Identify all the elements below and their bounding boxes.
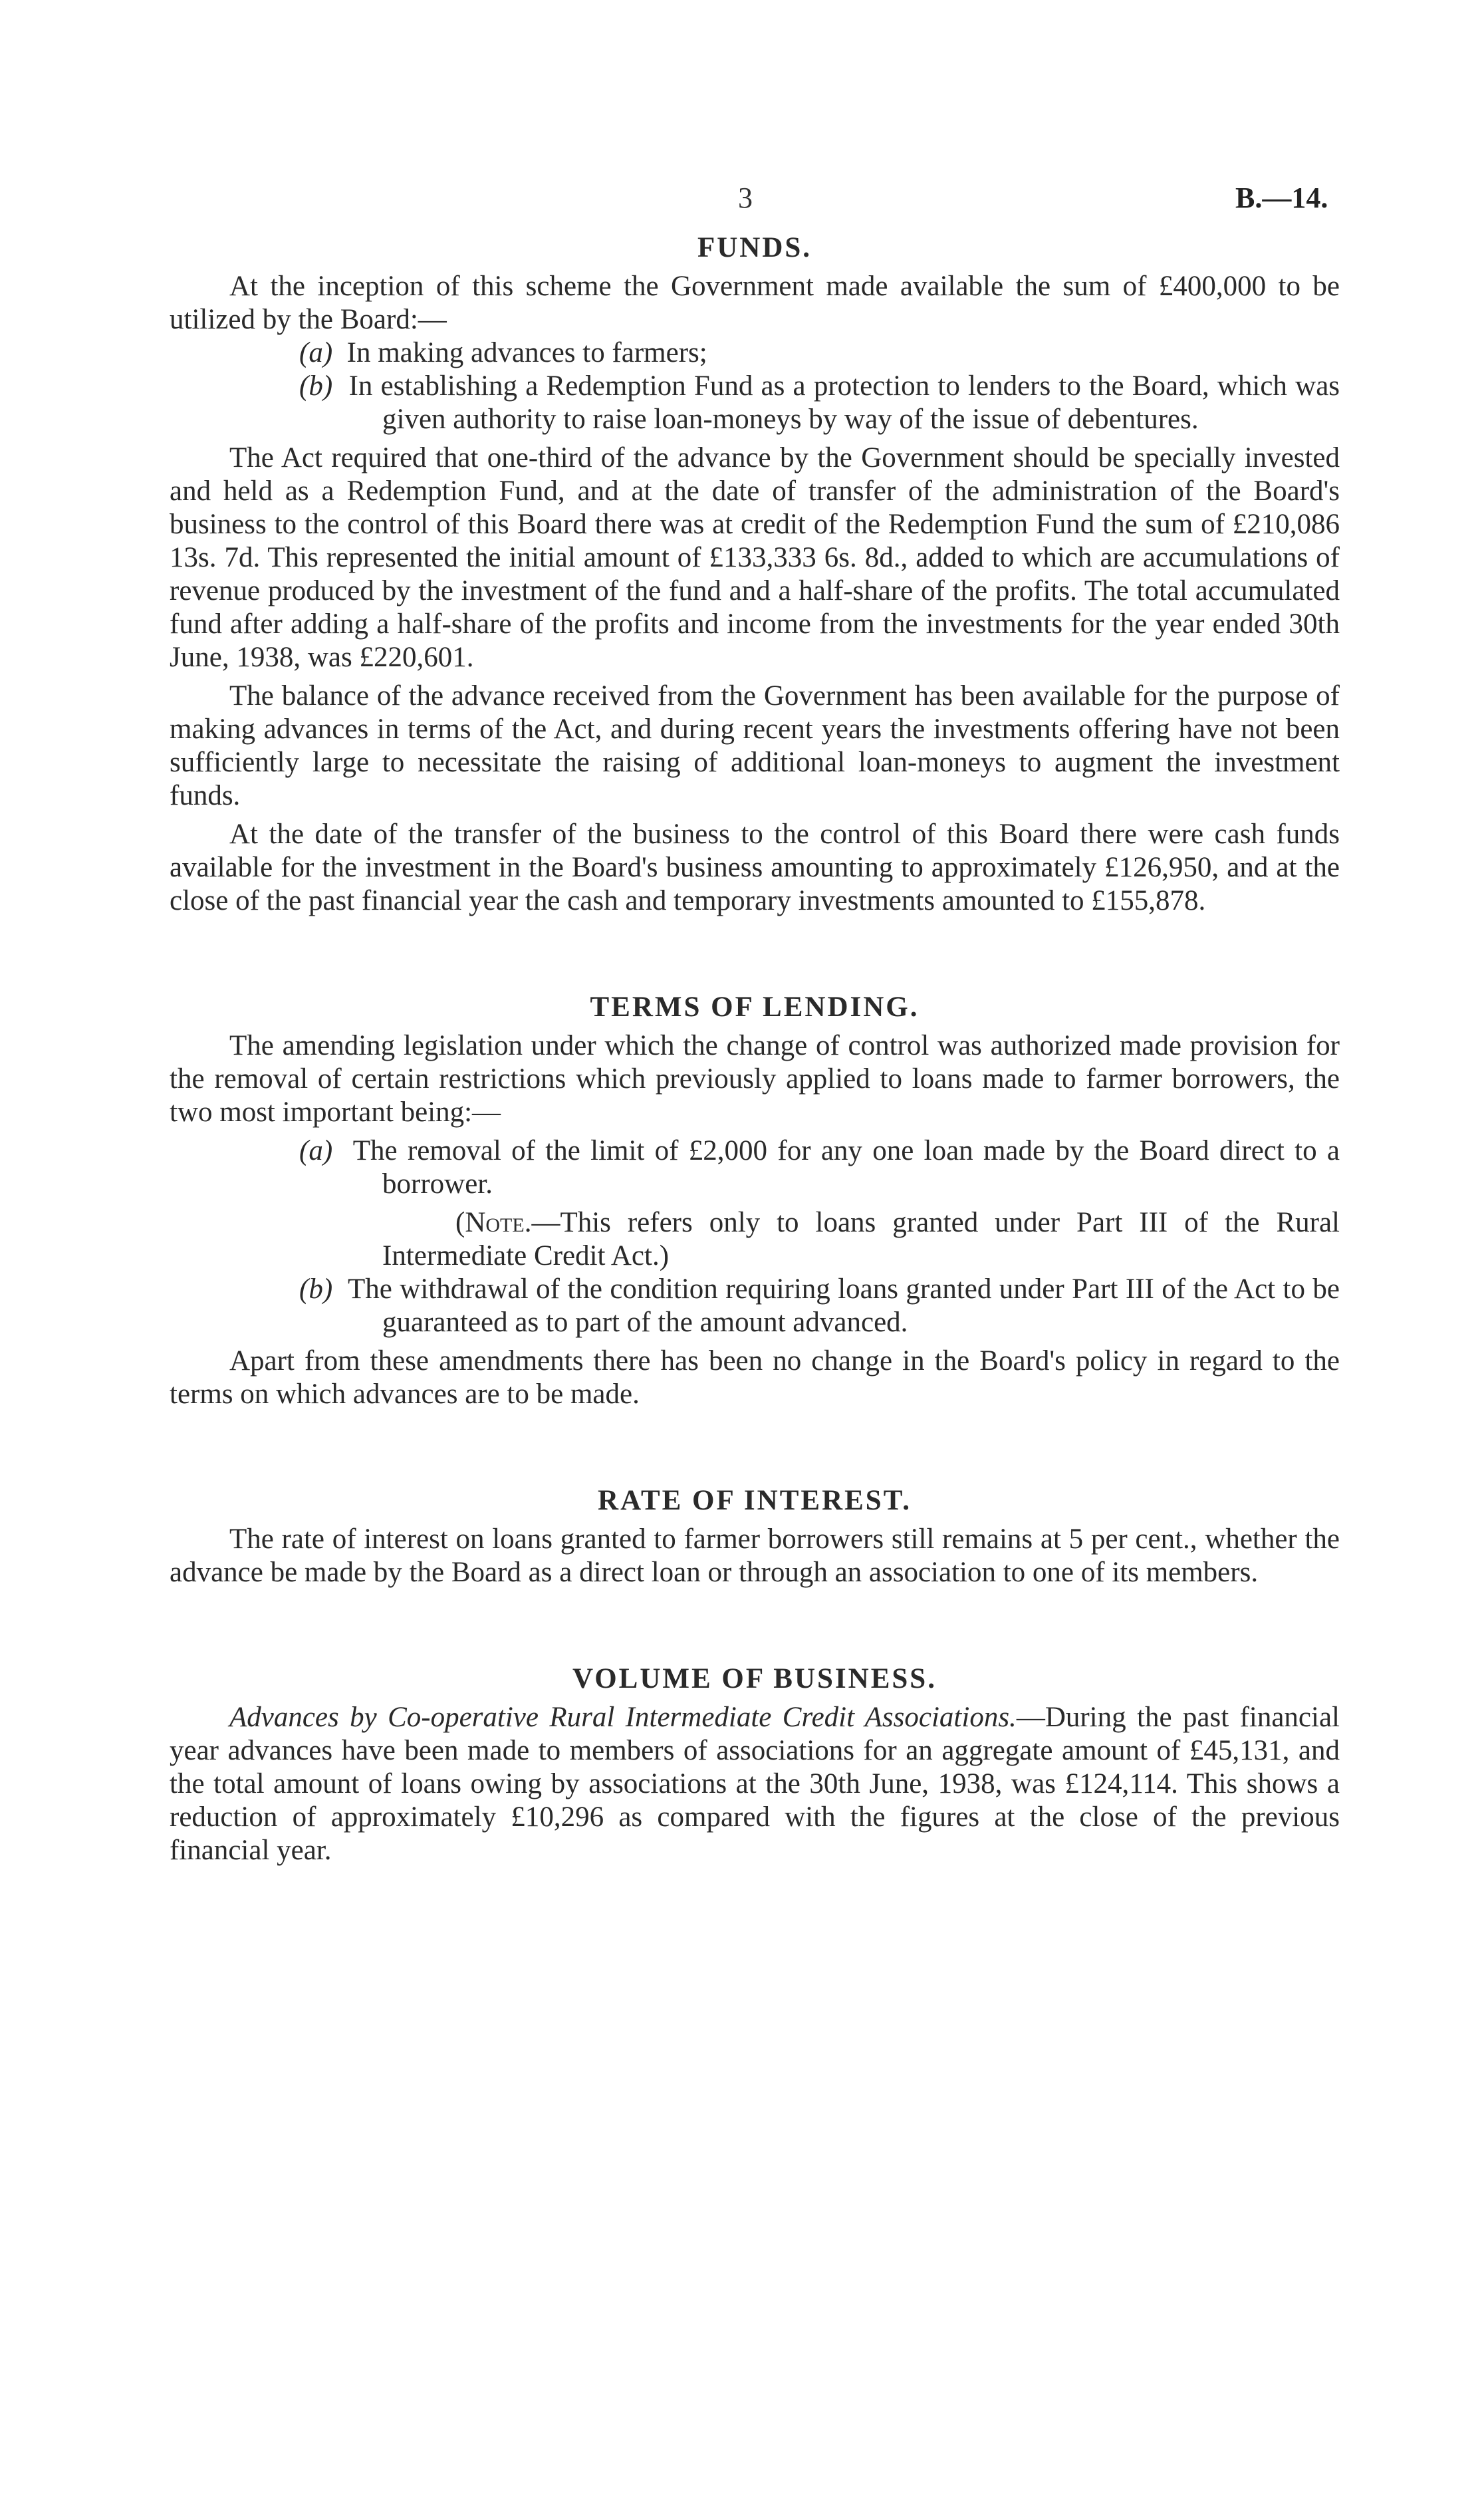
- funds-paragraph-redemption: The Act required that one-third of the advance by the Government should be specially invested and held as a Redemption Fund, and at the date of transfer of the administration of the Board's business to the control of this Board there was at credit of the Redemption Fund the sum of £210,086 13s. 7d. This represented the initial amount of £133,333 6s. 8d., added to which are accumulations of revenue produced by the investment of the fund and a half-share of the profits. The total accumulated fund after adding a half-share of the profits and income from the investments for the year ended 30th June, 1938, was £220,601.: [170, 442, 1340, 673]
- terms-item-a-label: (a): [299, 1135, 333, 1166]
- terms-note: [382, 1206, 1340, 1273]
- terms-intro: The amending legislation under which the change of control was authorized made provision for the removal of certain restrictions which previously applied to loans made to farmer borrowers, the two most important being:—: [170, 1030, 1340, 1128]
- interest-heading: RATE OF INTEREST.: [598, 1485, 912, 1516]
- terms-heading: TERMS OF LENDING.: [590, 991, 920, 1023]
- terms-section: [170, 991, 1340, 1411]
- terms-item-a-text: The removal of the limit of £2,000 for any one loan made by the Board direct to a borrower.: [352, 1135, 1340, 1200]
- document-body: [170, 180, 1340, 1867]
- terms-item-a: [299, 1134, 1340, 1201]
- funds-heading: FUNDS.: [697, 232, 812, 263]
- interest-paragraph: The rate of interest on loans granted to farmer borrowers still remains at 5 per cent., whether the advance be made by the Board as a direct loan or through an association to one of its members.: [170, 1523, 1340, 1588]
- funds-item-b-text: In establishing a Redemption Fund as a protection to lenders to the Board, which was given authority to raise loan-moneys by way of the issue of debentures.: [348, 370, 1340, 435]
- terms-closing: Apart from these amendments there has been no change in the Board's policy in regard to the terms on which advances are to be made.: [170, 1345, 1340, 1410]
- terms-note-label: (Note.: [455, 1207, 532, 1238]
- funds-item-a-text: In making advances to farmers;: [346, 337, 707, 368]
- paper-reference: B.—14.: [1235, 182, 1328, 214]
- funds-section: [170, 231, 1340, 918]
- page-number: 3: [738, 182, 753, 214]
- terms-item-b-text: The withdrawal of the condition requiring loans granted under Part III of the Act to be guaranteed as to part of the amount advanced.: [348, 1273, 1340, 1338]
- terms-item-b: [299, 1273, 1340, 1339]
- volume-heading: VOLUME OF BUSINESS.: [572, 1663, 937, 1694]
- funds-paragraph-balance: The balance of the advance received from the Government has been available for the purpose of making advances in terms of the Act, and during recent years the investments offering have not been sufficiently large to necessitate the raising of additional loan-moneys to augment the investment funds.: [170, 680, 1340, 811]
- volume-lead: Advances by Co-operative Rural Intermediate Credit Associations.: [229, 1702, 1017, 1733]
- funds-item-a-label: (a): [299, 337, 333, 368]
- volume-paragraph: [170, 1701, 1340, 1867]
- terms-note-text: —This refers only to loans granted under Part III of the Rural Intermediate Credit Act.): [382, 1207, 1340, 1271]
- volume-text: —During the past financial year advances have been made to members of associations for an aggregate amount of £45,131, and the total amount of loans owing by associations at the 30th June, 1938, was £124,114. This shows a reduction of approximately £10,296 as compared with the figures at the close of the previous financial year.: [170, 1702, 1340, 1866]
- funds-item-b: [299, 370, 1340, 436]
- terms-item-b-label: (b): [299, 1273, 333, 1305]
- funds-item-a: [299, 336, 1340, 370]
- funds-item-b-label: (b): [299, 370, 333, 402]
- interest-section: [170, 1484, 1340, 1589]
- funds-paragraph-transfer: At the date of the transfer of the business to the control of this Board there were cash funds available for the investment in the Board's business amounting to approximately £126,950, and at the close of the past financial year the cash and temporary investments amounted to £155,878.: [170, 819, 1340, 916]
- volume-section: [170, 1662, 1340, 1867]
- funds-intro: At the inception of this scheme the Government made available the sum of £400,000 to be utilized by the Board:—: [170, 271, 1340, 335]
